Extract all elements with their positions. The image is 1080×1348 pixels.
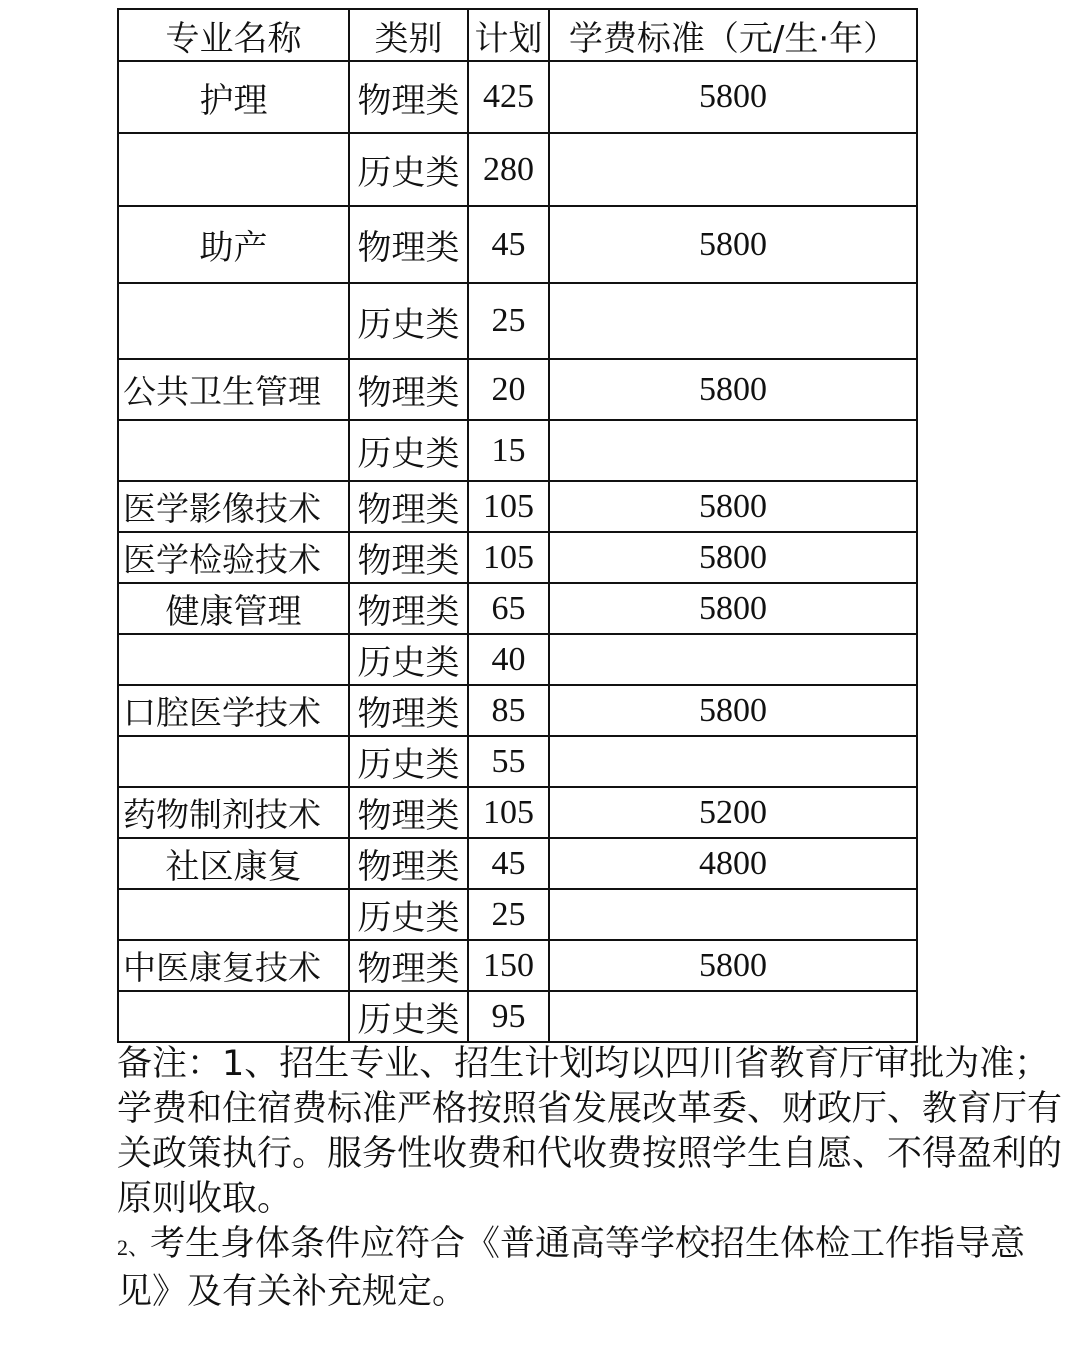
table-row <box>118 838 917 889</box>
major-name-cell: 健康管理 <box>118 583 349 634</box>
plan-cell: 65 <box>468 583 549 634</box>
major-name-cell: 公共卫生管理 <box>118 359 349 420</box>
category-cell: 历史类 <box>349 420 468 481</box>
major-name-cell <box>118 889 349 940</box>
category-cell: 物理类 <box>349 685 468 736</box>
tuition-cell <box>549 991 917 1042</box>
category-cell: 物理类 <box>349 940 468 991</box>
tuition-cell <box>549 133 917 206</box>
table-row <box>118 61 917 133</box>
major-name-cell: 中医康复技术 <box>118 940 349 991</box>
header-category: 类别 <box>349 9 468 61</box>
tuition-cell <box>549 634 917 685</box>
plan-cell: 45 <box>468 838 549 889</box>
major-name-cell: 助产 <box>118 206 349 283</box>
note-2-number: 2、 <box>117 1235 151 1260</box>
plan-cell: 20 <box>468 359 549 420</box>
major-name-cell <box>118 634 349 685</box>
table-row <box>118 787 917 838</box>
table-row <box>118 359 917 420</box>
notes-section <box>117 1042 1077 1315</box>
tuition-cell <box>549 736 917 787</box>
category-cell: 物理类 <box>349 787 468 838</box>
major-name-cell: 社区康复 <box>118 838 349 889</box>
tuition-cell: 5800 <box>549 532 917 583</box>
major-name-cell: 药物制剂技术 <box>118 787 349 838</box>
major-name-cell <box>118 283 349 359</box>
major-name-cell <box>118 736 349 787</box>
table-body <box>118 61 917 1042</box>
table-row <box>118 206 917 283</box>
note-2-text: 考生身体条件应符合《普通高等学校招生体检工作指导意见》及有关补充规定。 <box>117 1224 1026 1312</box>
plan-cell: 280 <box>468 133 549 206</box>
table-row <box>118 634 917 685</box>
tuition-cell: 5800 <box>549 359 917 420</box>
plan-cell: 85 <box>468 685 549 736</box>
major-name-cell <box>118 420 349 481</box>
major-name-cell <box>118 133 349 206</box>
category-cell: 历史类 <box>349 736 468 787</box>
category-cell: 物理类 <box>349 206 468 283</box>
major-name-cell: 医学影像技术 <box>118 481 349 532</box>
plan-cell: 15 <box>468 420 549 481</box>
table-row <box>118 685 917 736</box>
category-cell: 物理类 <box>349 583 468 634</box>
category-cell: 物理类 <box>349 61 468 133</box>
table-row <box>118 940 917 991</box>
major-name-cell <box>118 991 349 1042</box>
tuition-cell <box>549 889 917 940</box>
category-cell: 历史类 <box>349 991 468 1042</box>
table-row <box>118 133 917 206</box>
tuition-cell: 5800 <box>549 61 917 133</box>
table-row <box>118 583 917 634</box>
note-2 <box>117 1222 1077 1315</box>
table-row <box>118 420 917 481</box>
tuition-cell: 4800 <box>549 838 917 889</box>
tuition-cell: 5800 <box>549 583 917 634</box>
category-cell: 物理类 <box>349 359 468 420</box>
header-plan: 计划 <box>468 9 549 61</box>
enrollment-plan-table <box>117 8 918 1043</box>
tuition-cell: 5800 <box>549 481 917 532</box>
plan-cell: 425 <box>468 61 549 133</box>
major-name-cell: 医学检验技术 <box>118 532 349 583</box>
tuition-cell: 5800 <box>549 685 917 736</box>
plan-cell: 25 <box>468 889 549 940</box>
category-cell: 历史类 <box>349 634 468 685</box>
plan-cell: 40 <box>468 634 549 685</box>
plan-cell: 25 <box>468 283 549 359</box>
table-header-row <box>118 9 917 61</box>
category-cell: 历史类 <box>349 133 468 206</box>
plan-cell: 105 <box>468 481 549 532</box>
tuition-cell <box>549 283 917 359</box>
tuition-cell: 5800 <box>549 206 917 283</box>
plan-cell: 150 <box>468 940 549 991</box>
header-major-name: 专业名称 <box>118 9 349 61</box>
category-cell: 历史类 <box>349 283 468 359</box>
category-cell: 物理类 <box>349 481 468 532</box>
table-row <box>118 736 917 787</box>
table-row <box>118 481 917 532</box>
header-tuition: 学费标准（元/生·年） <box>549 9 917 61</box>
major-name-cell: 口腔医学技术 <box>118 685 349 736</box>
plan-cell: 45 <box>468 206 549 283</box>
major-name-cell: 护理 <box>118 61 349 133</box>
category-cell: 物理类 <box>349 532 468 583</box>
table-row <box>118 991 917 1042</box>
plan-cell: 105 <box>468 787 549 838</box>
note-1: 备注：1、招生专业、招生计划均以四川省教育厅审批为准；学费和住宿费标准严格按照省发展改革委、财政厅、教育厅有关政策执行。服务性收费和代收费按照学生自愿、不得盈利的原则收取。 <box>117 1044 1063 1219</box>
table-row <box>118 532 917 583</box>
tuition-cell: 5200 <box>549 787 917 838</box>
tuition-cell <box>549 420 917 481</box>
plan-cell: 105 <box>468 532 549 583</box>
tuition-cell: 5800 <box>549 940 917 991</box>
category-cell: 历史类 <box>349 889 468 940</box>
table-row <box>118 283 917 359</box>
plan-cell: 55 <box>468 736 549 787</box>
category-cell: 物理类 <box>349 838 468 889</box>
plan-cell: 95 <box>468 991 549 1042</box>
table-row <box>118 889 917 940</box>
